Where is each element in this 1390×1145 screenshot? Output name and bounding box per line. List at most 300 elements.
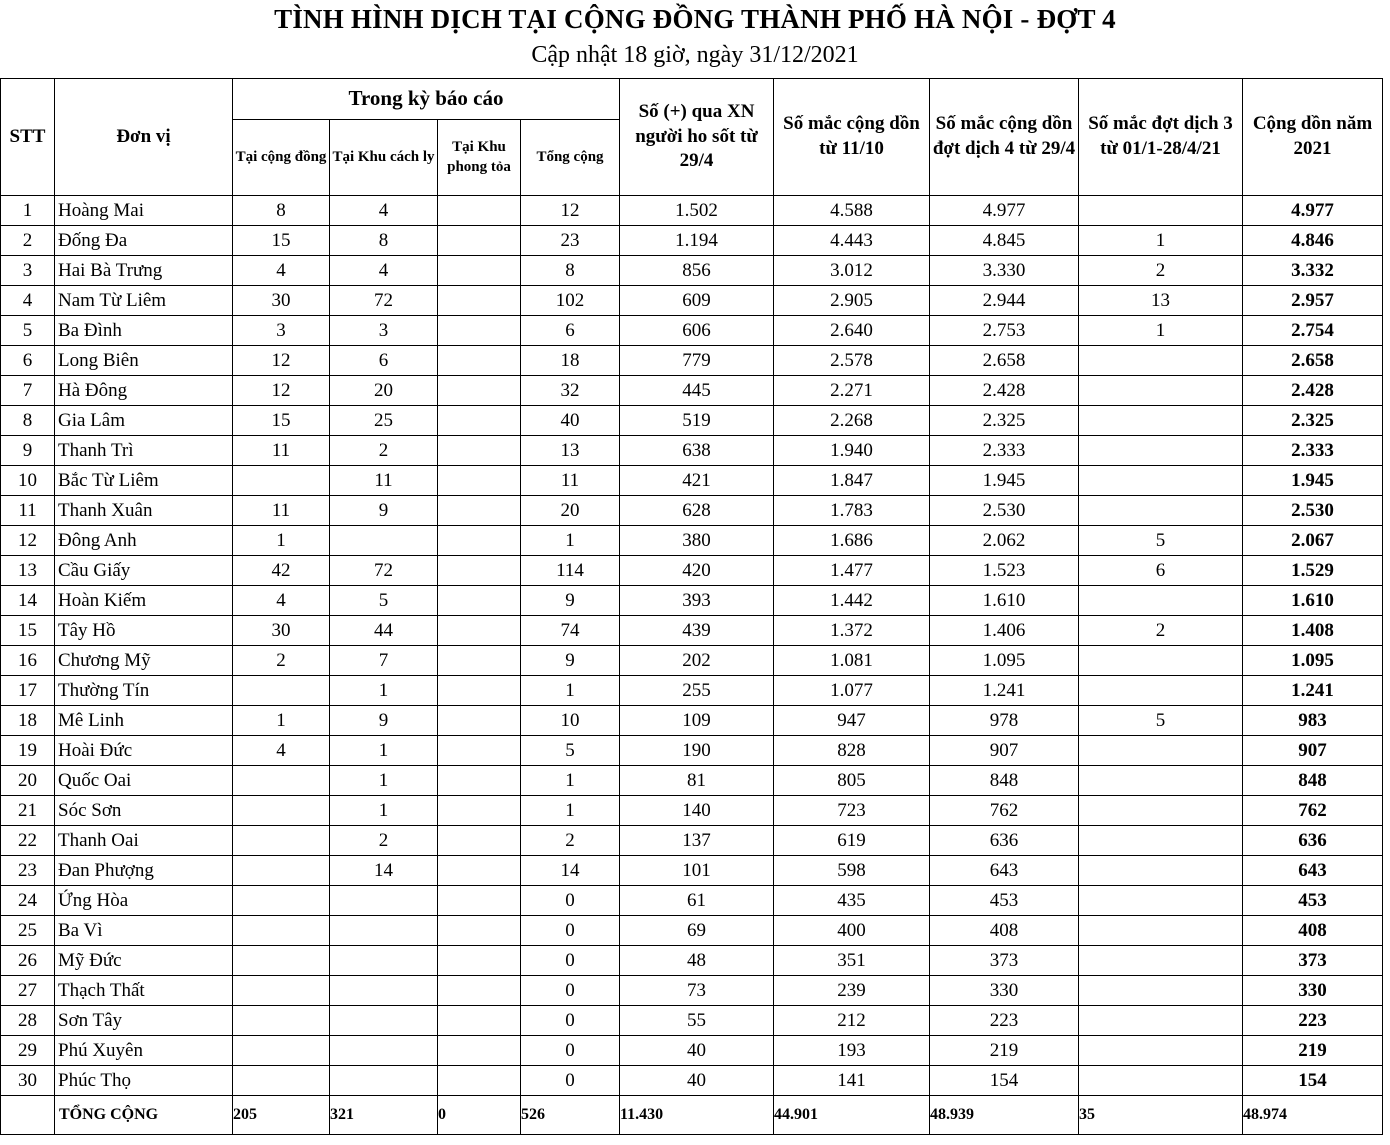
cell-quarantine (330, 1036, 438, 1066)
cell-wave4: 2.753 (930, 316, 1079, 346)
cell-since-1110: 141 (774, 1066, 930, 1096)
document-title: TÌNH HÌNH DỊCH TẠI CỘNG ĐỒNG THÀNH PHỐ HÀ NỘI - ĐỢT 4 (274, 4, 1116, 34)
cell-quarantine: 72 (330, 286, 438, 316)
cell-lockdown (438, 256, 521, 286)
cell-subtotal: 1 (521, 796, 620, 826)
cell-subtotal: 1 (521, 676, 620, 706)
header-lockdown: Tại Khu phong tỏa (438, 120, 521, 196)
cell-positive: 638 (620, 436, 774, 466)
cell-unit: Mỹ Đức (55, 946, 233, 976)
cell-year-total: 636 (1243, 826, 1383, 856)
cell-wave4: 223 (930, 1006, 1079, 1036)
cell-unit: Hà Đông (55, 376, 233, 406)
cell-unit: Thanh Oai (55, 826, 233, 856)
cell-unit: Mê Linh (55, 706, 233, 736)
cell-stt: 9 (1, 436, 55, 466)
cell-wave3 (1079, 916, 1243, 946)
cell-unit: Hai Bà Trưng (55, 256, 233, 286)
cell-community (233, 856, 330, 886)
cell-stt: 4 (1, 286, 55, 316)
cell-quarantine: 2 (330, 826, 438, 856)
cell-positive: 380 (620, 526, 774, 556)
cell-year-total: 1.095 (1243, 646, 1383, 676)
cell-lockdown (438, 946, 521, 976)
cell-unit: Hoàn Kiếm (55, 586, 233, 616)
cell-stt: 29 (1, 1036, 55, 1066)
cell-since-1110: 1.783 (774, 496, 930, 526)
cell-year-total: 2.754 (1243, 316, 1383, 346)
cell-positive: 40 (620, 1066, 774, 1096)
cell-stt: 24 (1, 886, 55, 916)
cell-wave4: 4.977 (930, 196, 1079, 226)
cell-lockdown (438, 526, 521, 556)
cell-unit: Đông Anh (55, 526, 233, 556)
cell-stt: 13 (1, 556, 55, 586)
table-row (1, 676, 1383, 706)
cell-since-1110: 2.268 (774, 406, 930, 436)
cell-wave3 (1079, 766, 1243, 796)
cell-positive: 779 (620, 346, 774, 376)
table-row (1, 316, 1383, 346)
cell-lockdown (438, 376, 521, 406)
cell-community (233, 766, 330, 796)
cell-positive: 255 (620, 676, 774, 706)
cell-wave3 (1079, 976, 1243, 1006)
table-row (1, 346, 1383, 376)
cell-subtotal: 0 (521, 946, 620, 976)
cell-subtotal: 9 (521, 646, 620, 676)
cell-lockdown (438, 736, 521, 766)
table-row (1, 406, 1383, 436)
cell-quarantine (330, 916, 438, 946)
cell-community (233, 946, 330, 976)
cell-wave3 (1079, 376, 1243, 406)
cell-unit: Quốc Oai (55, 766, 233, 796)
cell-wave3 (1079, 1066, 1243, 1096)
cell-unit: Ứng Hòa (55, 886, 233, 916)
cell-community: 15 (233, 226, 330, 256)
cell-wave4: 373 (930, 946, 1079, 976)
cell-lockdown (438, 676, 521, 706)
cell-positive: 609 (620, 286, 774, 316)
cell-community: 42 (233, 556, 330, 586)
cell-quarantine: 1 (330, 676, 438, 706)
cell-community: 11 (233, 436, 330, 466)
cell-wave4: 330 (930, 976, 1079, 1006)
table-row (1, 586, 1383, 616)
header-wave3: Số mắc đợt dịch 3 từ 01/1-28/4/21 (1079, 79, 1243, 196)
cell-wave4: 154 (930, 1066, 1079, 1096)
cell-unit: Cầu Giấy (55, 556, 233, 586)
cell-quarantine: 8 (330, 226, 438, 256)
cell-quarantine (330, 1066, 438, 1096)
covid-cases-table (0, 78, 1383, 1135)
table-row (1, 376, 1383, 406)
cell-wave4: 848 (930, 766, 1079, 796)
cell-lockdown (438, 766, 521, 796)
cell-quarantine (330, 976, 438, 1006)
cell-year-total: 154 (1243, 1066, 1383, 1096)
cell-since-1110: 805 (774, 766, 930, 796)
cell-wave3 (1079, 646, 1243, 676)
cell-lockdown (438, 196, 521, 226)
cell-unit: Hoàng Mai (55, 196, 233, 226)
cell-quarantine (330, 1006, 438, 1036)
cell-stt: 25 (1, 916, 55, 946)
cell-lockdown (438, 226, 521, 256)
cell-wave3: 1 (1079, 226, 1243, 256)
cell-lockdown (438, 706, 521, 736)
cell-quarantine: 9 (330, 706, 438, 736)
header-positive-tests: Số (+) qua XN người ho sốt từ 29/4 (620, 79, 774, 196)
cell-wave4: 1.095 (930, 646, 1079, 676)
cell-community: 4 (233, 736, 330, 766)
total-label: TỔNG CỘNG (55, 1096, 233, 1135)
cell-year-total: 453 (1243, 886, 1383, 916)
cell-quarantine: 9 (330, 496, 438, 526)
cell-stt: 2 (1, 226, 55, 256)
cell-lockdown (438, 286, 521, 316)
cell-wave4: 4.845 (930, 226, 1079, 256)
cell-since-1110: 1.477 (774, 556, 930, 586)
cell-year-total: 1.241 (1243, 676, 1383, 706)
cell-year-total: 223 (1243, 1006, 1383, 1036)
cell-quarantine: 14 (330, 856, 438, 886)
cell-subtotal: 1 (521, 526, 620, 556)
cell-stt: 5 (1, 316, 55, 346)
cell-subtotal: 8 (521, 256, 620, 286)
cell-quarantine: 6 (330, 346, 438, 376)
cell-positive: 48 (620, 946, 774, 976)
cell-wave4: 1.241 (930, 676, 1079, 706)
cell-unit: Đan Phượng (55, 856, 233, 886)
table-row (1, 736, 1383, 766)
total-lockdown: 0 (438, 1096, 521, 1135)
cell-wave3: 6 (1079, 556, 1243, 586)
header-quarantine: Tại Khu cách ly (330, 120, 438, 196)
cell-year-total: 408 (1243, 916, 1383, 946)
cell-since-1110: 193 (774, 1036, 930, 1066)
cell-year-total: 2.658 (1243, 346, 1383, 376)
cell-wave3 (1079, 796, 1243, 826)
cell-subtotal: 6 (521, 316, 620, 346)
cell-quarantine: 25 (330, 406, 438, 436)
cell-unit: Bắc Từ Liêm (55, 466, 233, 496)
cell-wave4: 219 (930, 1036, 1079, 1066)
total-wave4: 48.939 (930, 1096, 1079, 1135)
cell-lockdown (438, 1066, 521, 1096)
cell-since-1110: 723 (774, 796, 930, 826)
table-row (1, 526, 1383, 556)
cell-subtotal: 102 (521, 286, 620, 316)
cell-wave4: 1.945 (930, 466, 1079, 496)
cell-wave3 (1079, 676, 1243, 706)
header-unit: Đơn vị (55, 79, 233, 196)
cell-quarantine: 1 (330, 766, 438, 796)
cell-positive: 202 (620, 646, 774, 676)
cell-wave4: 2.658 (930, 346, 1079, 376)
cell-stt: 10 (1, 466, 55, 496)
cell-quarantine: 1 (330, 736, 438, 766)
cell-lockdown (438, 466, 521, 496)
cell-year-total: 907 (1243, 736, 1383, 766)
table-body (1, 196, 1383, 1096)
cell-community: 1 (233, 706, 330, 736)
header-community: Tại cộng đồng (233, 120, 330, 196)
table-row (1, 826, 1383, 856)
cell-community (233, 976, 330, 1006)
cell-wave3 (1079, 586, 1243, 616)
cell-since-1110: 4.588 (774, 196, 930, 226)
cell-wave3 (1079, 736, 1243, 766)
cell-stt: 7 (1, 376, 55, 406)
cell-lockdown (438, 586, 521, 616)
cell-positive: 101 (620, 856, 774, 886)
cell-wave4: 643 (930, 856, 1079, 886)
total-since-1110: 44.901 (774, 1096, 930, 1135)
cell-stt: 14 (1, 586, 55, 616)
header-year-total: Cộng dồn năm 2021 (1243, 79, 1383, 196)
cell-wave3 (1079, 1036, 1243, 1066)
cell-subtotal: 23 (521, 226, 620, 256)
cell-since-1110: 2.640 (774, 316, 930, 346)
cell-positive: 140 (620, 796, 774, 826)
cell-year-total: 1.610 (1243, 586, 1383, 616)
cell-community (233, 1066, 330, 1096)
cell-quarantine: 11 (330, 466, 438, 496)
cell-stt: 30 (1, 1066, 55, 1096)
cell-lockdown (438, 556, 521, 586)
cell-unit: Sóc Sơn (55, 796, 233, 826)
cell-community: 2 (233, 646, 330, 676)
table-row (1, 226, 1383, 256)
cell-stt: 26 (1, 946, 55, 976)
cell-since-1110: 947 (774, 706, 930, 736)
cell-since-1110: 1.940 (774, 436, 930, 466)
cell-community: 4 (233, 256, 330, 286)
cell-positive: 69 (620, 916, 774, 946)
total-subtotal: 526 (521, 1096, 620, 1135)
cell-lockdown (438, 346, 521, 376)
document-subtitle: Cập nhật 18 giờ, ngày 31/12/2021 (531, 42, 859, 68)
cell-wave4: 907 (930, 736, 1079, 766)
cell-unit: Thanh Trì (55, 436, 233, 466)
total-positive: 11.430 (620, 1096, 774, 1135)
table-row (1, 766, 1383, 796)
cell-quarantine: 3 (330, 316, 438, 346)
cell-community: 3 (233, 316, 330, 346)
cell-subtotal: 14 (521, 856, 620, 886)
cell-community (233, 466, 330, 496)
cell-quarantine: 1 (330, 796, 438, 826)
cell-quarantine (330, 946, 438, 976)
cell-year-total: 983 (1243, 706, 1383, 736)
cell-unit: Thanh Xuân (55, 496, 233, 526)
cell-since-1110: 1.442 (774, 586, 930, 616)
cell-quarantine: 72 (330, 556, 438, 586)
cell-wave4: 2.333 (930, 436, 1079, 466)
cell-community (233, 1036, 330, 1066)
table-row (1, 706, 1383, 736)
header-subtotal: Tổng cộng (521, 120, 620, 196)
cell-positive: 420 (620, 556, 774, 586)
header-cumulative-since-1110: Số mắc cộng dồn từ 11/10 (774, 79, 930, 196)
cell-quarantine: 7 (330, 646, 438, 676)
cell-year-total: 2.957 (1243, 286, 1383, 316)
cell-year-total: 2.067 (1243, 526, 1383, 556)
cell-community: 30 (233, 286, 330, 316)
cell-since-1110: 1.077 (774, 676, 930, 706)
cell-since-1110: 598 (774, 856, 930, 886)
cell-quarantine: 44 (330, 616, 438, 646)
cell-community (233, 796, 330, 826)
cell-since-1110: 435 (774, 886, 930, 916)
cell-community (233, 886, 330, 916)
cell-stt: 16 (1, 646, 55, 676)
total-community: 205 (233, 1096, 330, 1135)
cell-wave3 (1079, 946, 1243, 976)
cell-unit: Nam Từ Liêm (55, 286, 233, 316)
cell-since-1110: 400 (774, 916, 930, 946)
cell-unit: Tây Hồ (55, 616, 233, 646)
cell-year-total: 1.529 (1243, 556, 1383, 586)
cell-stt: 18 (1, 706, 55, 736)
cell-community: 11 (233, 496, 330, 526)
cell-community: 8 (233, 196, 330, 226)
table-row (1, 856, 1383, 886)
cell-positive: 393 (620, 586, 774, 616)
cell-lockdown (438, 916, 521, 946)
cell-lockdown (438, 436, 521, 466)
cell-quarantine: 5 (330, 586, 438, 616)
cell-quarantine (330, 526, 438, 556)
cell-subtotal: 0 (521, 916, 620, 946)
cell-stt: 3 (1, 256, 55, 286)
cell-positive: 421 (620, 466, 774, 496)
cell-quarantine: 4 (330, 196, 438, 226)
cell-subtotal: 2 (521, 826, 620, 856)
cell-lockdown (438, 616, 521, 646)
table-row (1, 556, 1383, 586)
cell-since-1110: 619 (774, 826, 930, 856)
cell-unit: Ba Đình (55, 316, 233, 346)
cell-unit: Thường Tín (55, 676, 233, 706)
total-row (1, 1096, 1383, 1135)
cell-lockdown (438, 1036, 521, 1066)
cell-unit: Chương Mỹ (55, 646, 233, 676)
cell-positive: 61 (620, 886, 774, 916)
cell-stt: 17 (1, 676, 55, 706)
cell-since-1110: 1.372 (774, 616, 930, 646)
cell-since-1110: 2.578 (774, 346, 930, 376)
cell-subtotal: 18 (521, 346, 620, 376)
cell-unit: Đống Đa (55, 226, 233, 256)
cell-quarantine: 2 (330, 436, 438, 466)
cell-wave4: 1.406 (930, 616, 1079, 646)
table-row (1, 796, 1383, 826)
cell-community: 30 (233, 616, 330, 646)
cell-wave4: 1.610 (930, 586, 1079, 616)
cell-wave3 (1079, 466, 1243, 496)
cell-year-total: 643 (1243, 856, 1383, 886)
cell-wave4: 2.428 (930, 376, 1079, 406)
cell-stt: 27 (1, 976, 55, 1006)
cell-wave3 (1079, 196, 1243, 226)
cell-stt: 11 (1, 496, 55, 526)
table-row (1, 976, 1383, 1006)
cell-community: 1 (233, 526, 330, 556)
cell-positive: 1.194 (620, 226, 774, 256)
cell-since-1110: 828 (774, 736, 930, 766)
header-stt: STT (1, 79, 55, 196)
cell-stt: 20 (1, 766, 55, 796)
table-row (1, 1066, 1383, 1096)
cell-subtotal: 114 (521, 556, 620, 586)
table-row (1, 286, 1383, 316)
cell-wave4: 408 (930, 916, 1079, 946)
cell-lockdown (438, 826, 521, 856)
cell-since-1110: 4.443 (774, 226, 930, 256)
cell-positive: 445 (620, 376, 774, 406)
cell-positive: 73 (620, 976, 774, 1006)
cell-wave3 (1079, 496, 1243, 526)
cell-subtotal: 0 (521, 1036, 620, 1066)
cell-positive: 1.502 (620, 196, 774, 226)
cell-community (233, 916, 330, 946)
cell-subtotal: 32 (521, 376, 620, 406)
total-year-total: 48.974 (1243, 1096, 1383, 1135)
cell-subtotal: 13 (521, 436, 620, 466)
table-row (1, 646, 1383, 676)
cell-unit: Ba Vì (55, 916, 233, 946)
cell-subtotal: 9 (521, 586, 620, 616)
cell-positive: 190 (620, 736, 774, 766)
cell-unit: Phú Xuyên (55, 1036, 233, 1066)
cell-since-1110: 2.905 (774, 286, 930, 316)
cell-subtotal: 5 (521, 736, 620, 766)
cell-wave3 (1079, 826, 1243, 856)
cell-subtotal: 0 (521, 1066, 620, 1096)
cell-year-total: 2.428 (1243, 376, 1383, 406)
table-row (1, 436, 1383, 466)
cell-since-1110: 239 (774, 976, 930, 1006)
cell-stt: 1 (1, 196, 55, 226)
cell-lockdown (438, 856, 521, 886)
cell-unit: Long Biên (55, 346, 233, 376)
cell-stt: 19 (1, 736, 55, 766)
cell-wave4: 978 (930, 706, 1079, 736)
total-quarantine: 321 (330, 1096, 438, 1135)
cell-stt: 15 (1, 616, 55, 646)
table-row (1, 916, 1383, 946)
cell-wave4: 762 (930, 796, 1079, 826)
cell-wave4: 3.330 (930, 256, 1079, 286)
table-row (1, 1036, 1383, 1066)
cell-positive: 109 (620, 706, 774, 736)
cell-wave4: 453 (930, 886, 1079, 916)
cell-lockdown (438, 316, 521, 346)
cell-year-total: 762 (1243, 796, 1383, 826)
cell-positive: 856 (620, 256, 774, 286)
cell-subtotal: 74 (521, 616, 620, 646)
cell-wave4: 1.523 (930, 556, 1079, 586)
cell-wave3: 1 (1079, 316, 1243, 346)
cell-community (233, 1006, 330, 1036)
cell-stt: 21 (1, 796, 55, 826)
cell-subtotal: 0 (521, 976, 620, 1006)
cell-lockdown (438, 1006, 521, 1036)
total-stt-cell (1, 1096, 55, 1135)
